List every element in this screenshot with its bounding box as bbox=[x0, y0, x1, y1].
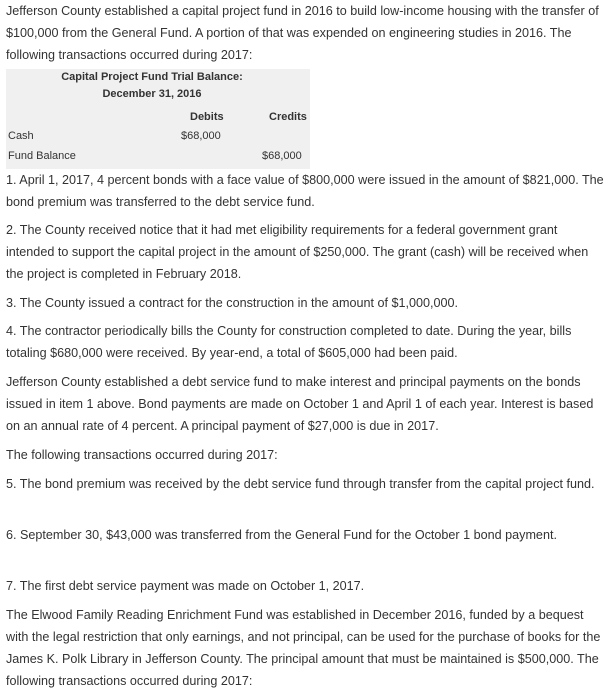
item-2: 2. The County received notice that it had met eligibility requirements for a federal government grant intended to support the capital project in the amount of $250,000. The grant (cash) will be received when the project is completed in February 2018. bbox=[6, 223, 589, 281]
trial-balance-date: December 31, 2016 bbox=[102, 88, 202, 100]
trial-balance-table bbox=[0, 69, 310, 163]
item-5: 5. The bond premium was received by the debt service fund through transfer from the capital project fund. bbox=[6, 477, 595, 491]
item-6: 6. September 30, $43,000 was transferred from the General Fund for the October 1 bond payment. bbox=[6, 528, 557, 542]
debt-service-paragraph: Jefferson County established a debt service fund to make interest and principal payments on the bonds issued in item 1 above. Bond payments are made on October 1 and April 1 of each year. Interest is based on an annual rate of 4 percent. A principal payment of $27,000 is due in 2017. bbox=[6, 375, 594, 433]
row-account-cash: Cash bbox=[8, 130, 34, 142]
elwood-paragraph: The Elwood Family Reading Enrichment Fund was established in December 2016, funded by a bequest with the legal restriction that only earnings, and not principal, can be used for the purchase of books for the James K. Polk Library in Jefferson County. The principal amount that must be maintained is $500,000. The following transactions occurred during 2017: bbox=[6, 608, 601, 688]
following-transactions: The following transactions occurred during 2017: bbox=[6, 448, 278, 462]
debits-header: Debits bbox=[190, 111, 224, 123]
item-1: 1. April 1, 2017, 4 percent bonds with a face value of $800,000 were issued in the amount of $821,000. The bond premium was transferred to the debt service fund. bbox=[6, 173, 604, 209]
trial-balance-title: Capital Project Fund Trial Balance: bbox=[61, 71, 243, 83]
row-debit-cash: $68,000 bbox=[181, 130, 221, 142]
credits-header: Credits bbox=[269, 111, 307, 123]
item-3: 3. The County issued a contract for the construction in the amount of $1,000,000. bbox=[6, 296, 459, 310]
row-credit-fund-balance: $68,000 bbox=[262, 150, 302, 162]
item-7: 7. The first debt service payment was made on October 1, 2017. bbox=[6, 579, 365, 593]
intro-paragraph: Jefferson County established a capital project fund in 2016 to build low-income housing with the transfer of $100,000 from the General Fund. A portion of that was expended on engineering studies in 2016. The following transactions occurred during 2017: bbox=[6, 4, 599, 62]
item-4: 4. The contractor periodically bills the County for construction completed to date. During the year, bills totaling $680,000 were received. By year-end, a total of $605,000 had been paid. bbox=[6, 324, 572, 360]
row-account-fund-balance: Fund Balance bbox=[8, 150, 76, 162]
